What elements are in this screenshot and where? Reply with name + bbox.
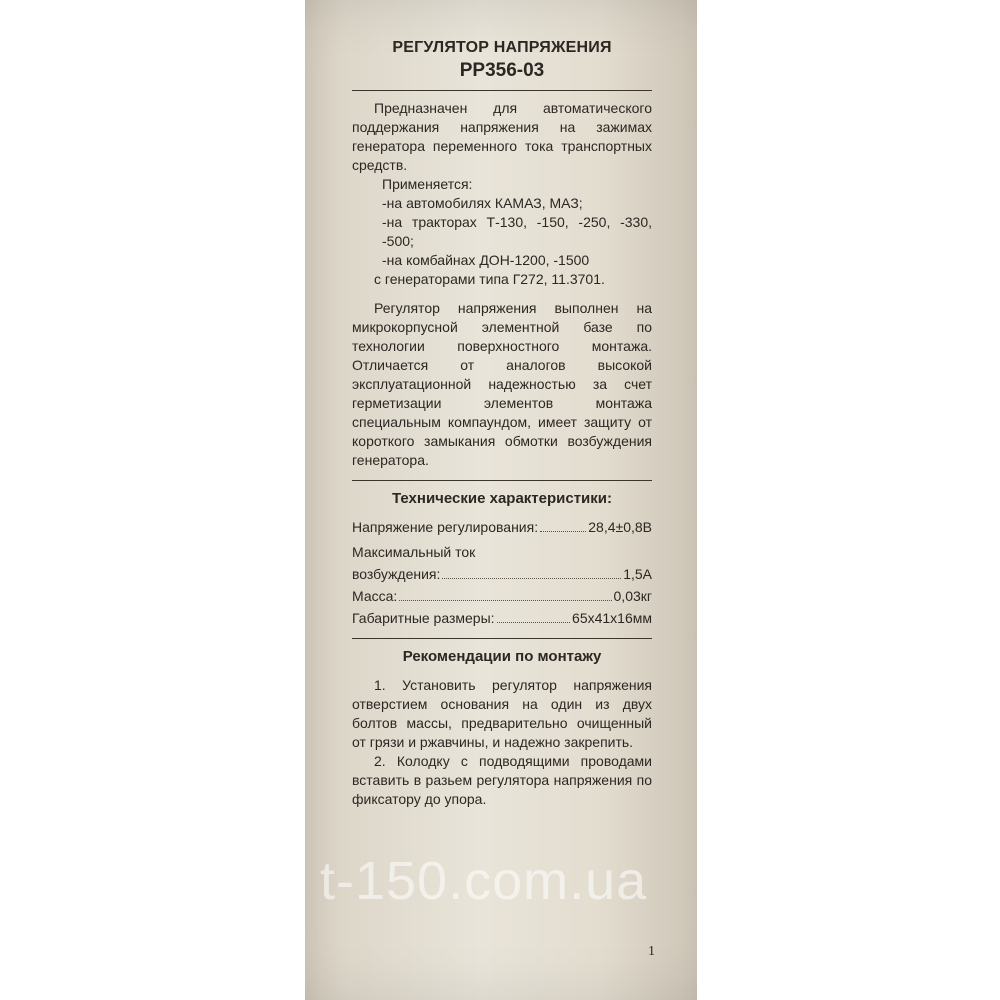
spec-leader bbox=[540, 531, 586, 532]
document-title: РЕГУЛЯТОР НАПРЯЖЕНИЯ bbox=[392, 39, 612, 56]
divider bbox=[352, 638, 652, 639]
divider bbox=[352, 90, 652, 91]
watermark: t-150.com.ua bbox=[320, 851, 648, 911]
mount-step-1: 1. Установить регулятор напряжения отверстием основания на один из двух болтов массы, предварительно очищенный от грязи и ржавчины, и надежно закрепить. bbox=[352, 677, 652, 750]
spec-value: 28,4±0,8В bbox=[588, 519, 652, 535]
instruction-sheet bbox=[352, 30, 652, 809]
page-number: 1 bbox=[648, 944, 655, 959]
spec-value: 1,5А bbox=[623, 566, 652, 582]
divider bbox=[352, 480, 652, 481]
description-paragraph: Регулятор напряжения выполнен на микрокорпусной элементной базе по технологии поверхностного монтажа. Отличается от аналогов высокой эксплуатационной надежностью за счет герметизации элементов монтажа специальным компаундом, имеет защиту от короткого замыкания обмотки возбуждения генератора. bbox=[352, 300, 652, 468]
spec-row-dimensions bbox=[352, 609, 652, 628]
applies-item-vehicles: -на автомобилях КАМАЗ, МАЗ; bbox=[382, 195, 583, 211]
spec-label-line1: Максимальный ток bbox=[352, 544, 476, 560]
spec-value: 65x41x16мм bbox=[572, 610, 652, 626]
spec-label: Напряжение регулирования: bbox=[352, 519, 539, 535]
spec-leader bbox=[399, 600, 611, 601]
spec-leader bbox=[442, 578, 621, 579]
spec-label: возбуждения: bbox=[352, 566, 441, 582]
spec-leader bbox=[497, 622, 570, 623]
spec-row-mass bbox=[352, 587, 652, 606]
applies-label: Применяется: bbox=[382, 176, 473, 192]
intro-paragraph: Предназначен для автоматического поддержания напряжения на зажимах генератора переменного тока транспортных средств. bbox=[352, 100, 652, 173]
mount-heading: Рекомендации по монтажу bbox=[402, 648, 602, 665]
spec-row-voltage bbox=[352, 518, 652, 537]
mount-step-2: 2. Колодку с подводящими проводами вставить в разьем регулятора напряжения по фиксатору до упора. bbox=[352, 753, 652, 807]
spec-value: 0,03кг bbox=[613, 588, 652, 604]
spec-label: Масса: bbox=[352, 588, 398, 604]
applies-item-tractors: -на тракторах Т-130, -150, -250, -330, -500; bbox=[382, 214, 652, 249]
specs-heading: Технические характеристики: bbox=[391, 490, 613, 507]
generators-line: с генераторами типа Г272, 11.3701. bbox=[374, 271, 605, 287]
model-number: РР356-03 bbox=[459, 60, 545, 81]
applies-item-combines: -на комбайнах ДОН-1200, -1500 bbox=[382, 252, 590, 268]
spec-row-current bbox=[352, 565, 652, 584]
spec-label: Габаритные размеры: bbox=[352, 610, 495, 626]
